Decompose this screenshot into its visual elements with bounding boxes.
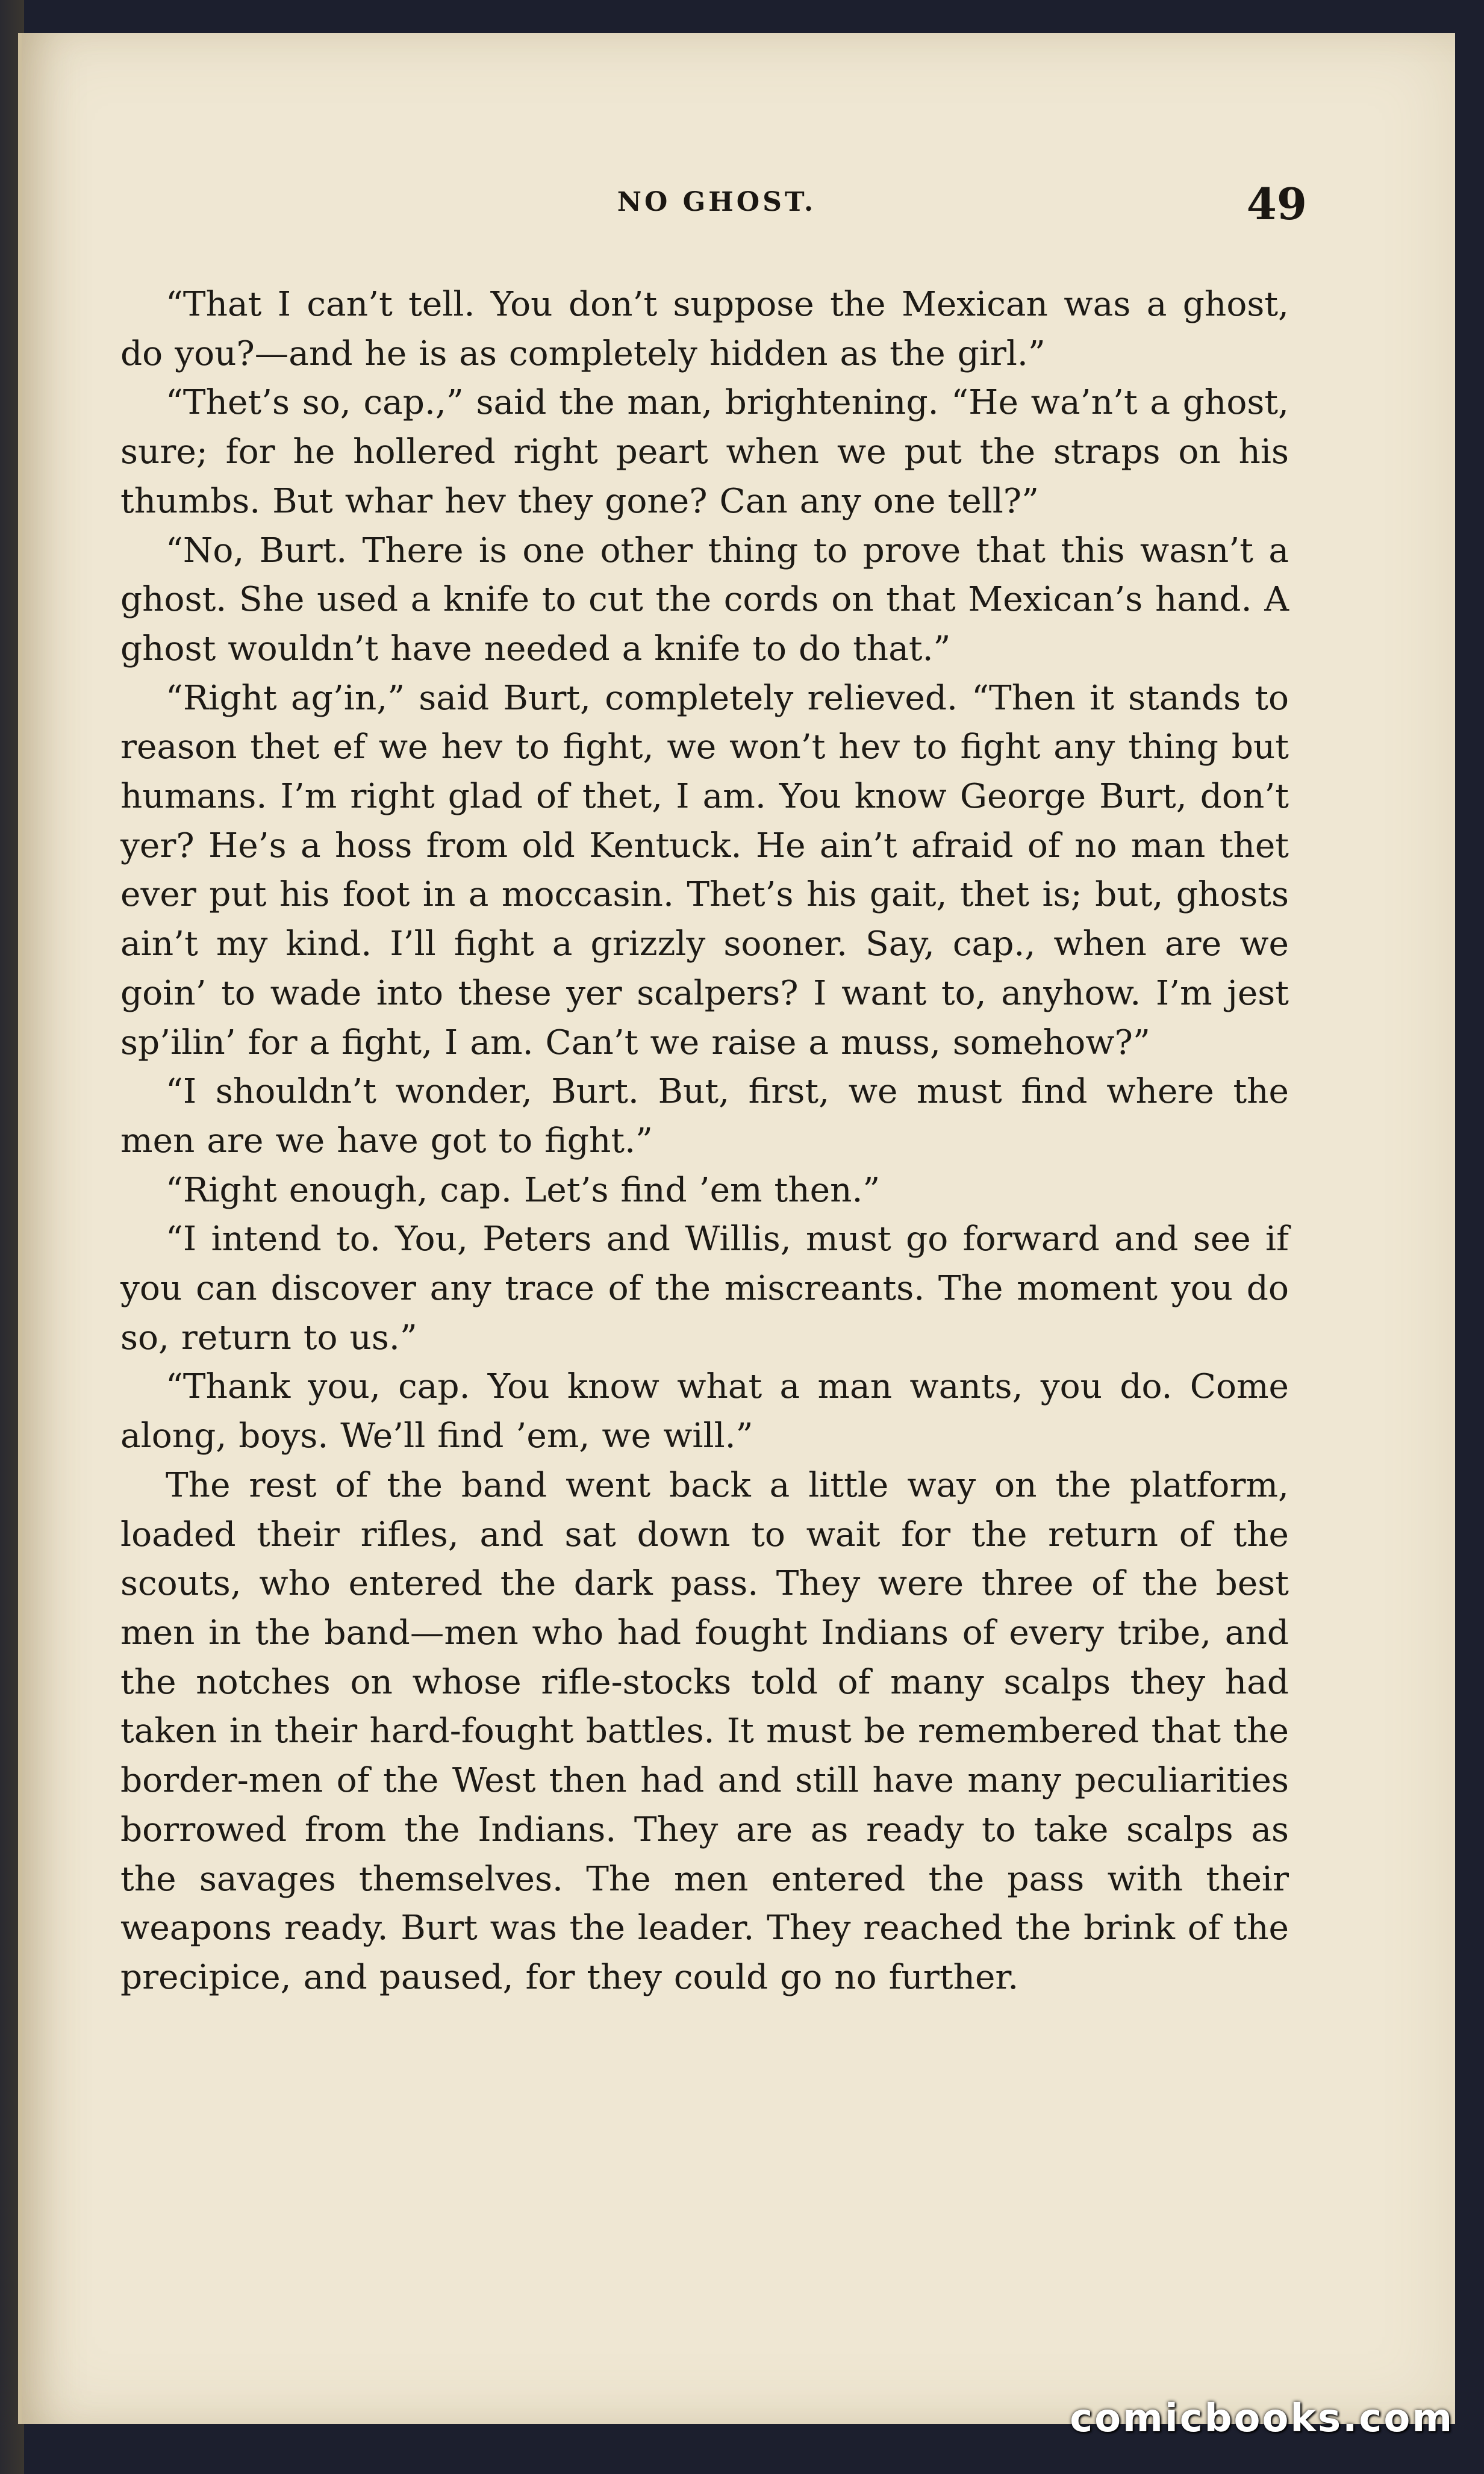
paragraph: “I intend to. You, Peters and Willis, must go forward and see if you can discover any trace of the miscreants. The moment you do so, return to us.” bbox=[120, 1220, 1289, 1357]
paragraph: “Right ag’in,” said Burt, completely relieved. “Then it stands to reason thet ef we hev to fight, we won’t hev to fight any thing but humans. I’m right glad of thet, I am. You know George Burt, don’t yer? He’s a hoss from old Kentuck. He ain’t afraid of no man thet ever put his foot in a moccasin. Thet’s his gait, thet is; but, ghosts ain’t my kind. I’ll fight a grizzly sooner. Say, cap., when are we goin’ to wade into these yer scalpers? I want to, anyhow. I’m jest sp’ilin’ for a fight, I am. Can’t we raise a muss, somehow?” bbox=[120, 678, 1289, 1062]
paragraph: “Right enough, cap. Let’s find ’em then.” bbox=[166, 1170, 881, 1210]
paragraph: “No, Burt. There is one other thing to prove that this wasn’t a ghost. She used a knife to cut the cords on that Mexican’s hand. A ghost wouldn’t have needed a knife to do that.” bbox=[120, 531, 1289, 668]
page-number: 49 bbox=[1246, 178, 1307, 229]
paragraph: The rest of the band went back a little way on the platform, loaded their rifles, and sat down to wait for the return of the scouts, who entered the dark pass. They were three of the best men in the band—men who had fought Indians of every tribe, and the notches on whose rifle-stocks told of many scalps they had taken in their hard-fought battles. It must be remembered that the border-men of the West then had and still have many peculiarities borrowed from the Indians. They are as ready to take scalps as the savages themselves. The men entered the pass with their weapons ready. Burt was the leader. They reached the brink of the precipice, and paused, for they could go no further. bbox=[120, 1465, 1289, 1997]
watermark: comicbooks.com bbox=[1070, 2396, 1454, 2441]
paragraph: “Thank you, cap. You know what a man wants, you do. Come along, boys. We’ll find ’em, we will.” bbox=[120, 1367, 1289, 1456]
running-title: NO GHOST. bbox=[617, 187, 817, 217]
paragraph: “That I can’t tell. You don’t suppose the Mexican was a ghost, do you?—and he is as completely hidden as the girl.” bbox=[120, 285, 1289, 373]
paragraph: “I shouldn’t wonder, Burt. But, first, we must find where the men are we have got to fight.” bbox=[120, 1072, 1289, 1161]
paragraph: “Thet’s so, cap.,” said the man, brightening. “He wa’n’t a ghost, sure; for he hollered right peart when we put the straps on his thumbs. But whar hev they gone? Can any one tell?” bbox=[120, 383, 1289, 521]
page-header bbox=[126, 178, 1307, 235]
body-text bbox=[120, 280, 1289, 2002]
